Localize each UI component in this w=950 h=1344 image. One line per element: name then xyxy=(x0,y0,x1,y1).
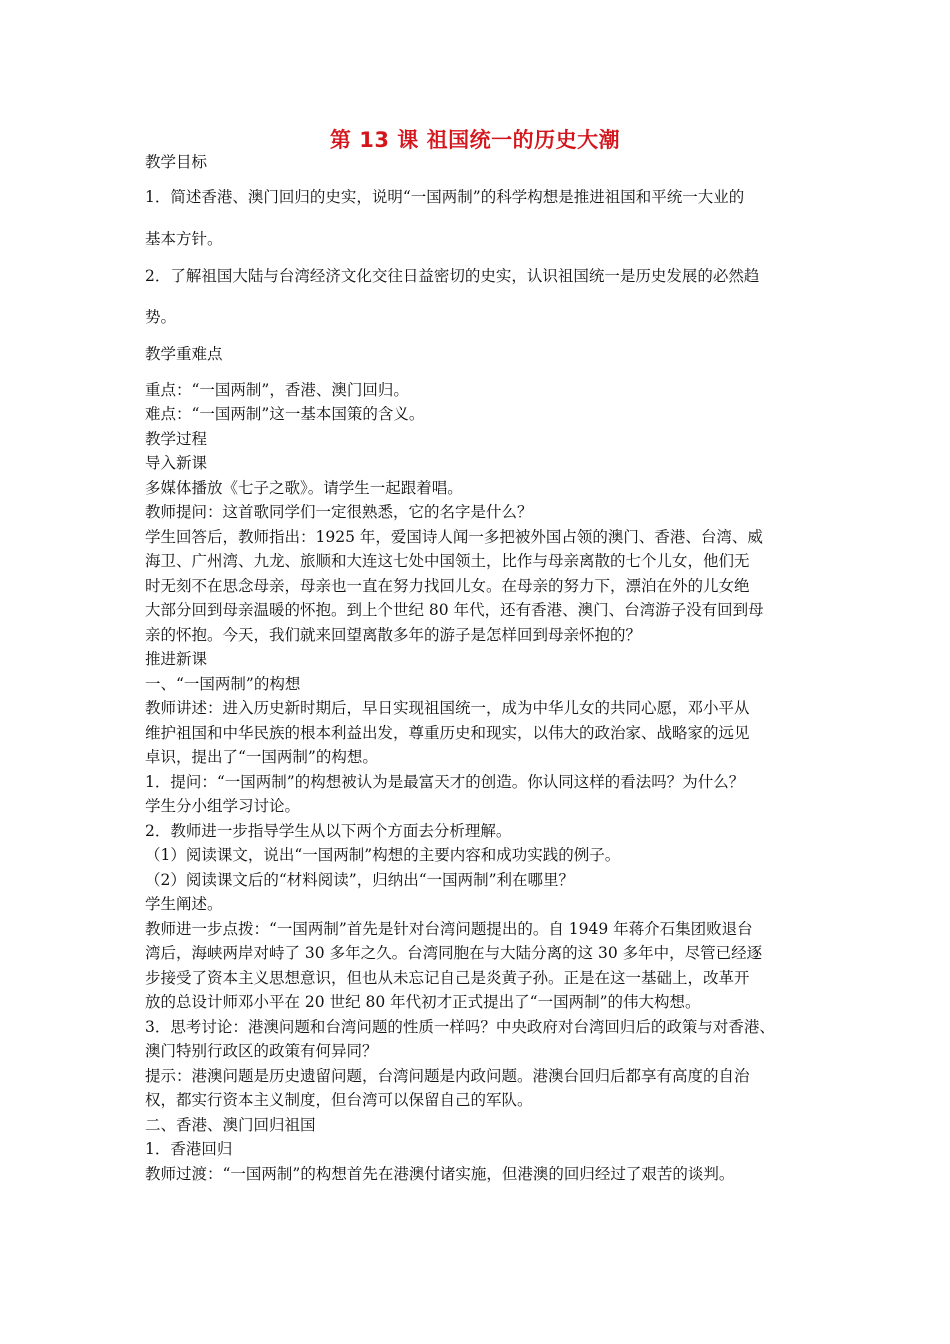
text-line: 维护祖国和中华民族的根本利益出发，尊重历史和现实，以伟大的政治家、战略家的远见 xyxy=(145,724,750,742)
text-line: 学生阐述。 xyxy=(145,895,223,913)
section-heading: 二、香港、澳门回归祖国 xyxy=(145,1116,316,1134)
text-line: 亲的怀抱。今天，我们就来回望离散多年的游子是怎样回到母亲怀抱的？ xyxy=(145,626,642,644)
text-line: 1．香港回归 xyxy=(145,1140,233,1158)
text-line: 海卫、广州湾、九龙、旅顺和大连这七处中国领土，比作与母亲离散的七个儿女，他们无 xyxy=(145,552,750,570)
text-line: （2）阅读课文后的“材料阅读”，归纳出“一国两制”利在哪里？ xyxy=(145,871,575,889)
text-line: 教师过渡：“一国两制”的构想首先在港澳付诸实施，但港澳的回归经过了艰苦的谈判。 xyxy=(145,1165,735,1183)
text-line: 教师进一步点拨：“一国两制”首先是针对台湾问题提出的。自 1949 年蒋介石集团败退台 xyxy=(145,920,753,938)
text-line: 多媒体播放《七子之歌》。请学生一起跟着唱。 xyxy=(145,479,463,497)
page-title: 第 13 课 祖国统一的历史大潮 xyxy=(329,128,621,152)
text-line: 3．思考讨论：港澳问题和台湾问题的性质一样吗？中央政府对台湾回归后的政策与对香港、 xyxy=(145,1018,775,1036)
text-line: 难点：“一国两制”这一基本国策的含义。 xyxy=(145,405,425,423)
text-line: 2．教师进一步指导学生从以下两个方面去分析理解。 xyxy=(145,822,512,840)
text-line: 基本方针。 xyxy=(145,230,223,248)
text-line: 步接受了资本主义思想意识，但也从未忘记自己是炎黄子孙。正是在这一基础上，改革开 xyxy=(145,969,750,987)
text-line: 湾后，海峡两岸对峙了 30 多年之久。台湾同胞在与大陆分离的这 30 多年中，尽管已经逐 xyxy=(145,944,763,962)
text-line: 重点：“一国两制”，香港、澳门回归。 xyxy=(145,381,409,399)
text-line: 时无刻不在思念母亲，母亲也一直在努力找回儿女。在母亲的努力下，漂泊在外的儿女绝 xyxy=(145,577,750,595)
section-heading: 推进新课 xyxy=(145,650,208,668)
text-line: 1．简述香港、澳门回归的史实，说明“一国两制”的科学构想是推进祖国和平统一大业的 xyxy=(145,188,745,206)
section-heading: 教学重难点 xyxy=(145,345,223,363)
text-line: 澳门特别行政区的政策有何异同？ xyxy=(145,1042,378,1060)
text-line: 权，都实行资本主义制度，但台湾可以保留自己的军队。 xyxy=(145,1091,533,1109)
text-line: 教师讲述：进入历史新时期后，早日实现祖国统一，成为中华儿女的共同心愿，邓小平从 xyxy=(145,699,750,717)
section-heading: 教学过程 xyxy=(145,430,208,448)
text-line: 学生回答后，教师指出：1925 年，爱国诗人闻一多把被外国占领的澳门、香港、台湾、威 xyxy=(145,528,763,546)
text-line: 学生分小组学习讨论。 xyxy=(145,797,301,815)
section-heading: 导入新课 xyxy=(145,454,208,472)
text-line: 提示：港澳问题是历史遗留问题，台湾问题是内政问题。港澳台回归后都享有高度的自治 xyxy=(145,1067,750,1085)
text-line: 2．了解祖国大陆与台湾经济文化交往日益密切的史实，认识祖国统一是历史发展的必然趋 xyxy=(145,267,760,285)
text-line: （1）阅读课文，说出“一国两制”构想的主要内容和成功实践的例子。 xyxy=(145,846,621,864)
text-line: 教师提问：这首歌同学们一定很熟悉，它的名字是什么？ xyxy=(145,503,533,521)
text-line: 势。 xyxy=(145,308,177,326)
text-line: 大部分回到母亲温暖的怀抱。到上个世纪 80 年代，还有香港、澳门、台湾游子没有回到母 xyxy=(145,601,764,619)
text-line: 放的总设计师邓小平在 20 世纪 80 年代初才正式提出了“一国两制”的伟大构想。 xyxy=(145,993,701,1011)
section-heading: 一、“一国两制”的构想 xyxy=(145,675,301,693)
section-heading: 教学目标 xyxy=(145,153,208,171)
text-line: 1．提问：“一国两制”的构想被认为是最富天才的创造。你认同这样的看法吗？为什么？ xyxy=(145,773,745,791)
text-line: 卓识，提出了“一国两制”的构想。 xyxy=(145,748,378,766)
